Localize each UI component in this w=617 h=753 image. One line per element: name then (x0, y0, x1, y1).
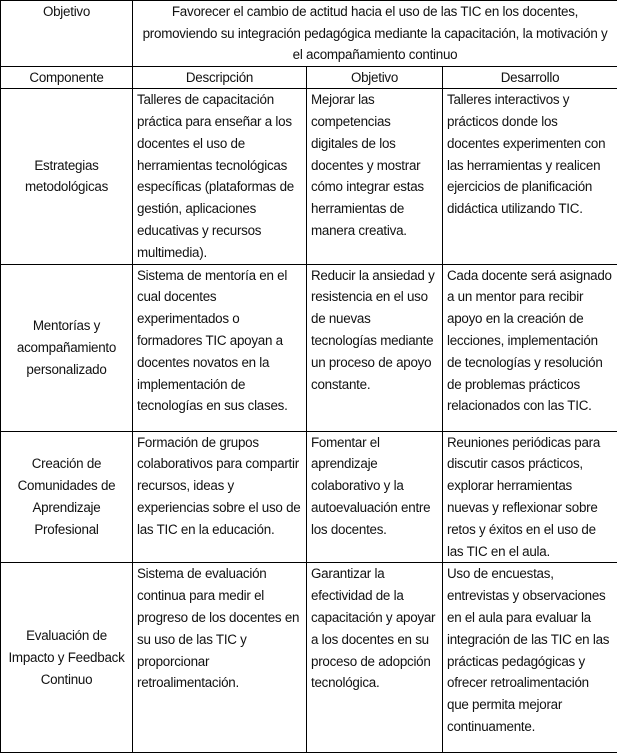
development-cell: Cada docente será asignado a un mentor para recibir apoyo en la creación de lecciones, implementación de tecnologías y resolución de problemas prácticos relacionados con las TIC. (443, 264, 617, 431)
table-row (1, 431, 617, 563)
header-objective: Objetivo (307, 66, 443, 89)
development-cell: Reuniones periódicas para discutir casos prácticos, explorar herramientas nuevas y reflexionar sobre retos y éxitos en el uso de las TIC en el aula. (443, 431, 617, 563)
objective-cell: Reducir la ansiedad y resistencia en el uso de nuevas tecnologías mediante un proceso de apoyo constante. (307, 264, 443, 431)
component-cell: Estrategias metodológicas (1, 89, 133, 264)
objective-text: Favorecer el cambio de actitud hacia el uso de las TIC en los docentes, promoviendo su integración pedagógica mediante la capacitación, la motivación y el acompañamiento continuo (133, 1, 617, 67)
component-cell: Creación de Comunidades de Aprendizaje Profesional (1, 431, 133, 563)
table-row (1, 89, 617, 264)
header-development: Desarrollo (443, 66, 617, 89)
header-row (1, 66, 617, 89)
header-component: Componente (1, 66, 133, 89)
development-cell: Talleres interactivos y prácticos donde los docentes experimenten con las herramientas y realicen ejercicios de planificación didáctica utilizando TIC. (443, 89, 617, 264)
header-description: Descripción (133, 66, 307, 89)
component-cell: Evaluación de Impacto y Feedback Continuo (1, 563, 133, 753)
objective-cell: Garantizar la efectividad de la capacitación y apoyar a los docentes en su proceso de adopción tecnológica. (307, 563, 443, 753)
description-cell: Sistema de evaluación continua para medir el progreso de los docentes en su uso de las TIC y proporcionar retroalimentación. (133, 563, 307, 753)
objective-cell: Mejorar las competencias digitales de los docentes y mostrar cómo integrar estas herramientas de manera creativa. (307, 89, 443, 264)
description-cell: Formación de grupos colaborativos para compartir recursos, ideas y experiencias sobre el uso de las TIC en la educación. (133, 431, 307, 563)
description-cell: Talleres de capacitación práctica para enseñar a los docentes el uso de herramientas tecnológicas específicas (plataformas de gestión, aplicaciones educativas y recursos multimedia). (133, 89, 307, 264)
objective-cell: Fomentar el aprendizaje colaborativo y la autoevaluación entre los docentes. (307, 431, 443, 563)
development-cell: Uso de encuestas, entrevistas y observaciones en el aula para evaluar la integración de las TIC en las prácticas pedagógicas y ofrecer retroalimentación que permita mejorar continuamente. (443, 563, 617, 753)
objective-row (1, 1, 617, 67)
objective-label: Objetivo (1, 1, 133, 67)
table-row (1, 264, 617, 431)
table-row (1, 563, 617, 753)
description-cell: Sistema de mentoría en el cual docentes experimentados o formadores TIC apoyan a docentes novatos en la implementación de tecnologías en sus clases. (133, 264, 307, 431)
component-cell: Mentorías y acompañamiento personalizado (1, 264, 133, 431)
